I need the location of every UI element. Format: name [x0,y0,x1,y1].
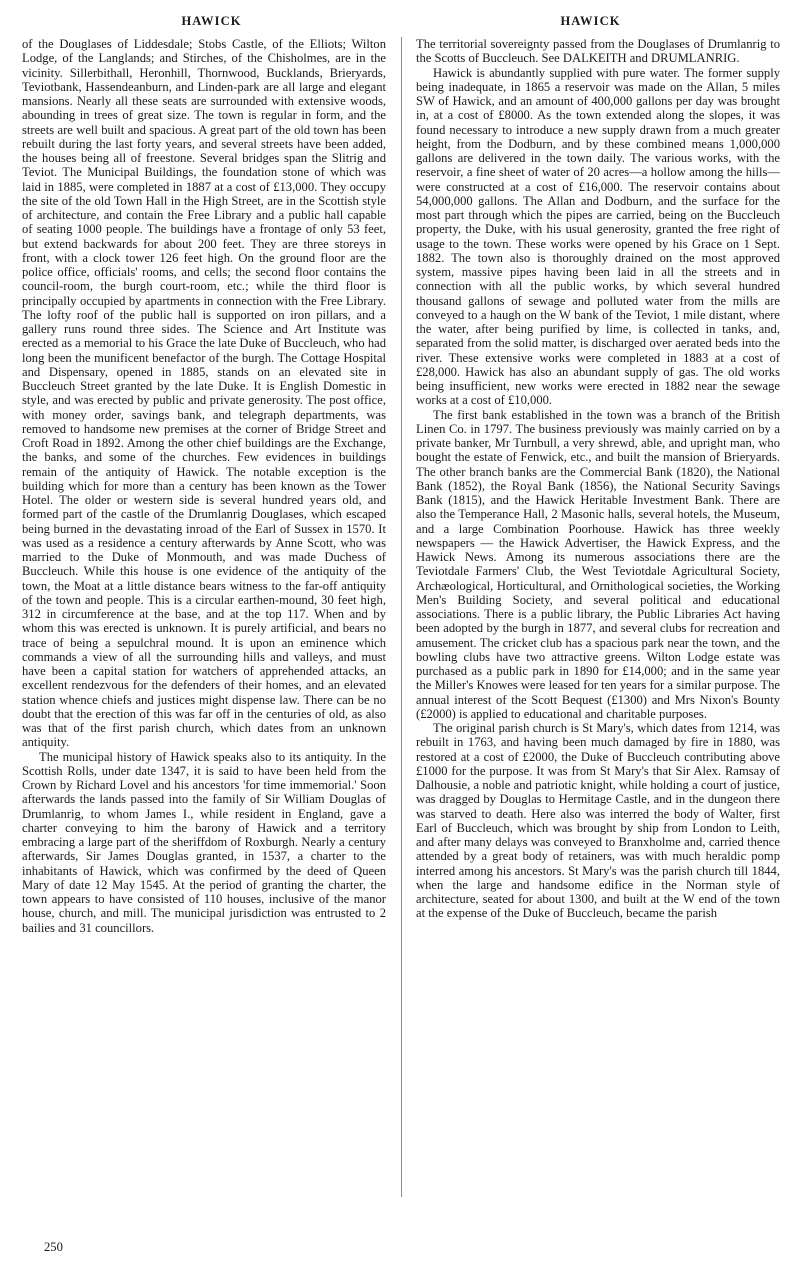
page-number: 250 [44,1240,63,1254]
paragraph: The municipal history of Hawick speaks also to its antiquity. In the Scottish Rolls, under date 1347, it is said to have been held from the Crown by Richard Lovel and his ancestors 'for time immemorial.' Soon afterwards the lands passed into the family of Sir William Douglas of Drumlanrig, to whom James I., while resident in England, gave a charter conveying to him the barony of Hawick and a territory embracing a large part of the sheriffdom of Roxburgh. Nearly a century afterwards, Sir James Douglas granted, in 1537, a charter to the inhabitants of Hawick, which was confirmed by the deed of Queen Mary of date 12 May 1545. At the period of granting the charter, the town appears to have consisted of 110 houses, inclusive of the manor house, church, and mill. The municipal jurisdiction was entrusted to 2 bailies and 31 councillors. [22,749,386,935]
paragraph: The first bank established in the town was a branch of the British Linen Co. in 1797. The business previously was mainly carried on by a private banker, Mr Turnbull, a very shrewd, able, and upright man, who bought the estate of Fenwick, etc., and built the mansion of Brieryards. The other branch banks are the Commercial Bank (1820), the National Bank (1852), the Royal Bank (1856), the National Security Savings Bank (1815), and the Hawick Heritable Investment Bank. There are also the Temperance Hall, 2 Masonic halls, several hotels, the Museum, and a large Combination Poorhouse. Hawick has three weekly newspapers — the Hawick Advertiser, the Hawick Express, and the Hawick News. Among its numerous associations there are the Teviotdale Farmers' Club, the West Teviotdale Agricultural Society, Archæological, Horticultural, and Ornithological societies, the Working Men's Building Society, and several political and educational associations. There is a public library, the Public Libraries Act having been adopted by the burgh in 1877, and several clubs for recreation and amusement. The cricket club has a spacious park near the town, and the bowling clubs have two attractive greens. Wilton Lodge estate was purchased as a public park in 1890 for £14,000; and in the same year the Miller's Knowes were leased for ten years for a similar purpose. The annual interest of the Scott Bequest (£1300) and Mrs Nixon's Bounty (£2000) is applied to educational and charitable purposes. [416,407,780,721]
paragraph: of the Douglases of Liddesdale; Stobs Castle, of the Elliots; Wilton Lodge, of the Langlands; and Stirches, of the Chisholmes, are in the vicinity. Sillerbithall, Heronhill, Thornwood, Bucklands, Brieryards, Teviotbank, Hassendeanburn, and Linden-park are all large and elegant mansions. Nearly all these seats are surrounded with extensive woods, abounding in trees of great size. The town is regular in form, and the streets are well built and spacious. A great part of the old town has been rebuilt during the last forty years, and several streets have been added, the houses being all of freestone. Several bridges span the Slitrig and Teviot. The Municipal Buildings, the foundation stone of which was laid in 1885, were completed in 1887 at a cost of £13,000. They occupy the site of the old Town Hall in the High Street, are in the Scottish style of architecture, and contain the Free Library and a public hall capable of seating 1000 people. The buildings have a frontage of only 53 feet, but extend backwards for about 200 feet. They are three storeys in front, with a clock tower 126 feet high. On the ground floor are the police office, officials' rooms, and cells; the second floor contains the council-room, the burgh court-room, etc.; while the third floor is principally occupied by apartments in connection with the Free Library. The lofty roof of the public hall is supported on iron pillars, and a gallery runs round three sides. The Science and Art Institute was erected as a memorial to his Grace the late Duke of Buccleuch, who had long been the munificent benefactor of the burgh. The Cottage Hospital and Dispensary, opened in 1885, stands on an elevated site in Buccleuch Street granted by the late Duke. It is English Domestic in style, and was erected by public and private generosity. The post office, with money order, savings bank, and telegraph departments, was removed to handsome new premises at the corner of Bridge Street and Croft Road in 1892. Among the other chief buildings are the Exchange, the banks, and some of the churches. Few evidences in buildings remain of the antiquity of Hawick. The notable exception is the building which for more than a century has been known as the Tower Hotel. The older or western side is several hundred years old, and formed part of the castle of the Drumlanrig Douglases, which escaped being burned in the devastating inroad of the Earl of Sussex in 1570. It was used as a residence a century afterwards by Anne Scott, who was married to the Duke of Monmouth, and was made Duchess of Buccleuch. While this house is one evidence of the antiquity of the town, the Moat at a little distance bears witness to the far-off antiquity of the town and people. This is a circular earthen-mound, 30 feet high, 312 in circumference at the base, and at the top 117. When and by whom this was erected is unknown. It is purely artificial, and bears no trace of being a sepulchral mound. It is upon an eminence which commands a view of all the surrounding hills and valleys, and must have been a capital station for watchers of apprehended attacks, an excellent rendezvous for the defenders of their homes, and an elevated station whence chiefs and justices might dispense law. There can be no doubt that the erection of this was far off in the centuries of old, as also was that of the first parish church, which dates from an unknown antiquity. [22,37,386,750]
text-columns [22,37,780,1212]
running-head-right: HAWICK [560,14,621,28]
running-head-left: HAWICK [181,14,242,28]
paragraph: The original parish church is St Mary's, which dates from 1214, was rebuilt in 1763, and having been much damaged by fire in 1880, was restored at a cost of £2000, the Duke of Buccleuch contributing above £1000 for the purpose. It was from St Mary's that Sir Alex. Ramsay of Dalhousie, a noble and patriotic knight, while holding a court of justice, was dragged by Douglas to Hermitage Castle, and in the dungeon there was starved to death. Here also was interred the body of Walter, first Earl of Buccleuch, which was brought by ship from London to Leith, and after many delays was conveyed to Branxholme and, carried thence attended by a great body of retainers, was with much heraldic pomp interred among his ancestors. St Mary's was the parish church till 1844, when the large and handsome edifice in the Norman style of architecture, seated for about 1300, and built at the W end of the town at the expense of the Duke of Buccleuch, became the parish [416,721,780,921]
right-column [401,37,780,1212]
column-divider-rule [401,37,402,1197]
running-heads [22,14,780,29]
paragraph: Hawick is abundantly supplied with pure water. The former supply being inadequate, in 1865 a reservoir was made on the Allan, 5 miles SW of Hawick, and an amount of 400,000 gallons per day was brought in, at a cost of £8000. As the town extended along the slopes, it was found necessary to introduce a new supply drawn from a much greater height, from the Dodburn, and by these combined means 1,000,000 gallons are delivered in the town daily. The various works, with the reservoir, a fine sheet of water of 20 acres—a hollow among the hills—were constructed at a cost of £16,000. The reservoir contains about 54,000,000 gallons. The Allan and Dodburn, and the surface for the most part through which the pipes are carried, being on the Buccleuch property, the Duke, with his usual generosity, granted the free right of usage to the town. These works were opened by his Grace on 1 Sept. 1882. The town also is thoroughly drained on the most approved system, massive pipes having been laid in all the streets and in connection with all the public works, by which several hundred thousand gallons of sewage and polluted water from the mills are conveyed to a haugh on the W bank of the Teviot, 1 mile distant, where the water, after being purified by lime, is collected in tanks, and, separated from the solid matter, is discharged over aerated beds into the river. These extensive works were completed in 1883 at a cost of £28,000. Hawick has also an abundant supply of gas. The old works being insufficient, new works were erected in 1882 near the sewage works at a cost of £10,000. [416,65,780,408]
left-column [22,37,401,1212]
paragraph: The territorial sovereignty passed from the Douglases of Drumlanrig to the Scotts of Buccleuch. See DALKEITH and DRUMLANRIG. [416,37,780,66]
